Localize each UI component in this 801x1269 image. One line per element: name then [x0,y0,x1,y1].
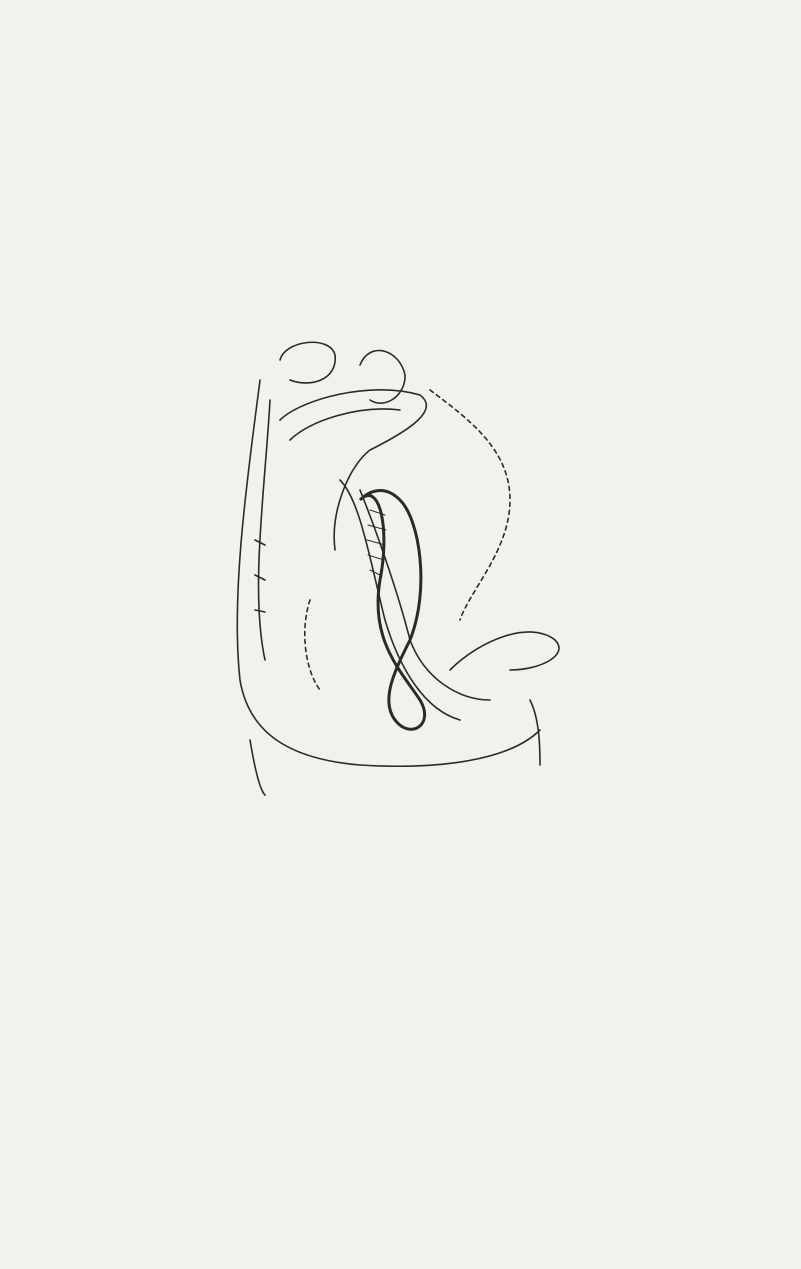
pessary-figure-eight [360,491,425,730]
figure-illustration [210,340,590,800]
lower-line [250,740,265,795]
upper-loop-right [360,351,405,404]
symphysis-line [530,700,540,765]
upper-loop-left [280,342,335,383]
pelvis-inner-line [259,400,270,660]
rectum-dashed [430,390,510,620]
uterus-outline [280,390,426,550]
bladder-dashed [305,600,320,690]
perineum-line [450,632,559,670]
uterus-inner [290,409,400,440]
